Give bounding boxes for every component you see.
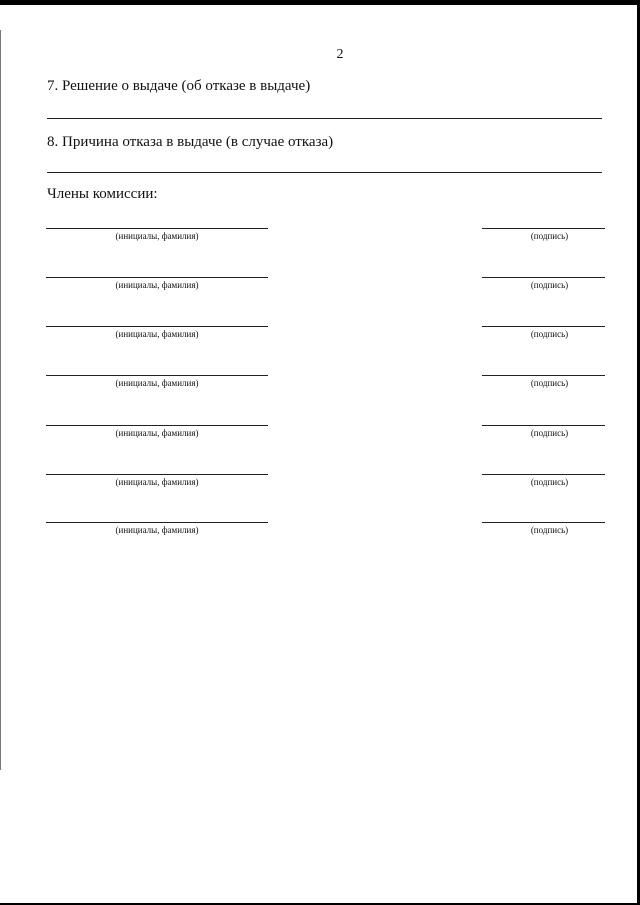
name-caption: (инициалы, фамилия) [115,525,199,535]
signature-line[interactable] [482,277,605,278]
name-line[interactable] [46,522,268,523]
commission-member-row [0,474,640,494]
signature-line[interactable] [482,228,605,229]
name-caption: (инициалы, фамилия) [115,280,199,290]
name-line[interactable] [46,228,268,229]
signature-caption: (подпись) [530,477,569,487]
signature-caption: (подпись) [530,329,569,339]
name-caption: (инициалы, фамилия) [115,378,199,388]
signature-line[interactable] [482,474,605,475]
commission-member-row [0,326,640,346]
item-8-answer-line[interactable] [47,172,602,173]
signature-caption: (подпись) [530,378,569,388]
name-line[interactable] [46,277,268,278]
name-line[interactable] [46,326,268,327]
signature-caption: (подпись) [530,428,569,438]
commission-member-row [0,425,640,445]
name-caption: (инициалы, фамилия) [115,477,199,487]
commission-member-row [0,522,640,542]
item-7-heading: 7. Решение о выдаче (об отказе в выдаче) [47,78,311,94]
commission-member-row [0,228,640,248]
name-line[interactable] [46,425,268,426]
page-number: 2 [336,47,344,62]
commission-member-row [0,277,640,297]
item-7-answer-line[interactable] [47,118,602,119]
name-line[interactable] [46,375,268,376]
signature-caption: (подпись) [530,280,569,290]
name-caption: (инициалы, фамилия) [115,231,199,241]
commission-member-row [0,375,640,395]
signature-line[interactable] [482,522,605,523]
scan-border-top [0,0,640,5]
commission-members-heading: Члены комиссии: [47,186,158,202]
signature-caption: (подпись) [530,231,569,241]
name-caption: (инициалы, фамилия) [115,428,199,438]
signature-line[interactable] [482,326,605,327]
signature-line[interactable] [482,425,605,426]
signature-caption: (подпись) [530,525,569,535]
name-line[interactable] [46,474,268,475]
item-8-heading: 8. Причина отказа в выдаче (в случае отказа) [47,134,334,150]
signature-line[interactable] [482,375,605,376]
name-caption: (инициалы, фамилия) [115,329,199,339]
scan-border-left [0,30,1,770]
